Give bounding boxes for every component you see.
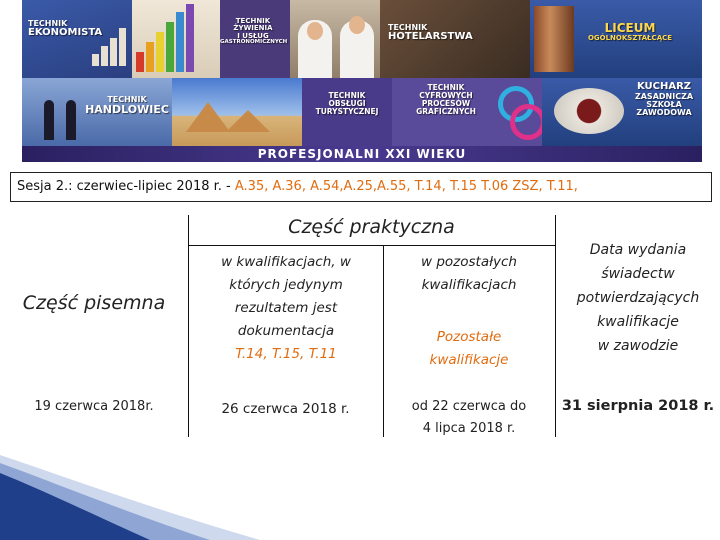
tile-label-line: TECHNIK (328, 91, 366, 100)
header-line: w zawodzie (597, 338, 679, 354)
qualification-codes: A.35, A.36, A.54,A.25,A.55, T.14, T.15 T.06 ZSZ, T.11, (234, 179, 578, 194)
tile-label (82, 96, 172, 116)
tile-label-line: GRAFICZNYCH (416, 106, 476, 116)
growth-chart-icon (92, 6, 132, 66)
tile-label-line: TECHNIK (107, 95, 147, 104)
tile-label-line: LICEUM (604, 21, 656, 35)
tile-label-line: ZASADNICZA (634, 91, 694, 101)
tile-technik-hotelarstwa (380, 0, 530, 78)
header-line: kwalifikacjach (421, 277, 517, 293)
tile-label (628, 82, 700, 118)
tile-label (302, 92, 392, 116)
tile-label-line: GASTRONOMICZNYCH (220, 39, 288, 46)
tile-label-line: TECHNIK (427, 83, 465, 92)
school-banner (22, 0, 702, 162)
corner-swoosh-decoration (0, 455, 260, 540)
banner-strip (22, 146, 702, 162)
tile-label-line: PROCESÓW (421, 98, 471, 108)
pyramids-photo (172, 78, 302, 146)
header-line: kwalifikacje (597, 314, 679, 330)
header-line: świadectw (601, 266, 675, 282)
row-divider (188, 245, 555, 246)
date-line: 4 lipca 2018 r. (422, 421, 516, 436)
tile-label (388, 24, 488, 43)
header-line: kwalifikacje (429, 352, 509, 368)
tile-technik-zywienia (132, 0, 220, 78)
tile-kucharz (542, 78, 702, 146)
certificate-issue-date: 31 sierpnia 2018 r. (561, 398, 715, 414)
practical-other-header (385, 251, 553, 297)
tile-label-line: EKONOMISTA (28, 27, 103, 39)
tile-label-line: ŻYWIENIA (233, 24, 273, 33)
tile-label-line: HANDLOWIEC (85, 103, 169, 117)
header-line: w kwalifikacjach, w (221, 254, 351, 270)
documentation-codes: T.14, T.15, T.11 (235, 346, 337, 362)
practical-other-dates (384, 396, 554, 440)
tile-label-line: CYFROWYCH (419, 90, 473, 100)
header-line: potwierdzających (576, 290, 700, 306)
other-qualifications-label (385, 326, 553, 372)
tile-label-line: TECHNIK (388, 23, 428, 32)
header-line: w pozostałych (421, 254, 517, 270)
tile-label-line: SZKOŁA (646, 99, 682, 109)
header-line: których jedynym (229, 277, 343, 293)
written-exam-date: 19 czerwca 2018r. (34, 399, 154, 414)
date-line: od 22 czerwca do (411, 399, 527, 414)
tile-technik-obslugi-turystycznej (302, 78, 392, 146)
tile-liceum (530, 0, 702, 78)
tile-label-line: TECHNIK (28, 19, 68, 28)
header-line: rezultatem jest (234, 300, 338, 316)
tile-label-line: I USŁUG (237, 31, 269, 40)
tile-technik-cyfrowych-procesow (392, 78, 542, 146)
practical-documentation-header (192, 251, 380, 366)
header-line: Data wydania (589, 242, 687, 258)
tile-label-line: TURYSTYCZNEJ (315, 106, 379, 116)
session-info-box (10, 172, 712, 202)
written-part-header: Część pisemna (22, 292, 166, 314)
tile-label-line: HOTELARSTWA (388, 31, 473, 43)
tile-label (392, 84, 500, 116)
tile-label-line: KUCHARZ (636, 81, 692, 92)
tile-label-line: OGÓLNOKSZTAŁCĄCE (587, 33, 673, 42)
tile-technik-handlowiec (22, 78, 172, 146)
dish-icon (554, 88, 624, 134)
practical-documentation-date: 26 czerwca 2018 r. (221, 401, 350, 417)
tile-label-line: OBSŁUGI (328, 98, 366, 108)
banner-slogan: PROFESJONALNI XXI WIEKU (257, 147, 467, 161)
header-line: dokumentacja (237, 323, 335, 339)
certificate-issue-header (556, 238, 720, 358)
tile-label-line: ZAWODOWA (636, 108, 692, 118)
chefs-photo (290, 0, 382, 78)
session-prefix: Sesja 2.: czerwiec-lipiec 2018 r. - (17, 179, 235, 194)
tile-label-line: TECHNIK (235, 17, 271, 25)
tile-label (560, 22, 700, 42)
tile-label (220, 18, 286, 46)
practical-part-header: Część praktyczna (288, 216, 455, 238)
header-line: Pozostałe (436, 329, 502, 345)
tile-technik-ekonomista (22, 0, 132, 78)
